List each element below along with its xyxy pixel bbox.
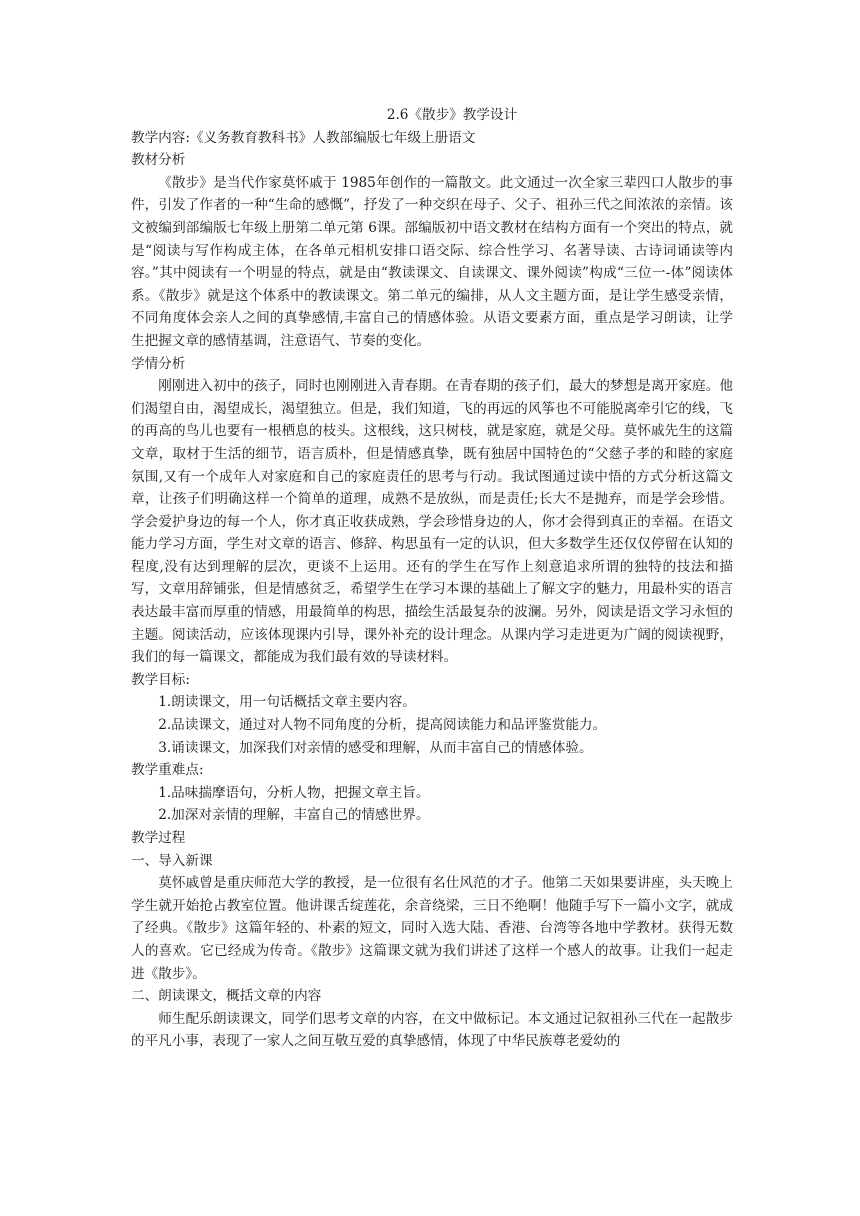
goal-item: 3.诵读课文，加深我们对亲情的感受和理解，从而丰富自己的情感体验。	[158, 739, 593, 756]
section-heading-teaching-goals: 教学目标:	[131, 671, 190, 688]
teaching-content-line: 教学内容:《义务教育教科书》人教部编版七年级上册语文	[131, 129, 476, 146]
step-heading-introduction: 一、导入新课	[131, 852, 213, 869]
section-heading-textbook-analysis: 教材分析	[131, 152, 186, 169]
goal-item: 1.朗读课文，用一句话概括文章主要内容。	[158, 694, 416, 711]
paragraph-learning-analysis: 刚刚进入初中的孩子，同时也刚刚进入青春期。在青春期的孩子们，最大的梦想是离开家庭。他们渴望自由，渴望成长，渴望独立。但是，我们知道，飞的再远的风筝也不可能脱离牵引它的线，飞的再高的鸟儿也要有一根栖息的枝头。这根线，这只树枝，就是家庭，就是父母。莫怀戚先生的这篇文章，取材于生活的细节，语言质朴，但是情感真挚，既有独居中国特色的“父慈子孝的和睦的家庭氛围,又有一个成年人对家庭和自己的家庭责任的思考与行动。我试图通过读中悟的方式分析这篇文章，让孩子们明确这样一个简单的道理，成熟不是放纵，而是责任;长大不是抛弃，而是学会珍惜。学会爱护身边的每一个人，你才真正收获成熟，学会珍惜身边的人，你才会得到真正的幸福。在语文能力学习方面，学生对文章的语言、修辞、构思虽有一定的认识，但大多数学生还仅仅停留在认知的程度,没有达到理解的层次，更谈不上运用。还有的学生在写作上刻意追求所谓的独特的技法和描写，文章用辞铺张，但是情感贫乏，希望学生在学习本课的基础上了解文字的魅力，用最朴实的语言表达最丰富而厚重的情感，用最简单的构思，描绘生活最复杂的波澜。另外，阅读是语文学习永恒的主题。阅读活动，应该体现课内引导，课外补充的设计理念。从课内学习走进更为广阔的阅读视野，我们的每一篇课文，都能成为我们最有效的导读材料。	[131, 378, 733, 666]
paragraph-reading: 师生配乐朗读课文，同学们思考文章的内容，在文中做标记。本文通过记叙祖孙三代在一起散步的平凡小事，表现了一家人之间互敬互爱的真挚感情，体现了中华民族尊老爱幼的	[131, 1010, 733, 1050]
step-heading-reading: 二、朗读课文，概括文章的内容	[131, 988, 322, 1005]
paragraph-introduction: 莫怀戚曾是重庆师范大学的教授，是一位很有名仕风范的才子。他第二天如果要讲座，头天晚上学生就开始抢占教室位置。他讲课舌绽莲花，余音绕梁，三日不绝啊！他随手写下一篇小文字，就成了经典。《散步》这篇年轻的、朴素的短文，同时入选大陆、香港、台湾等各地中学教材。获得无数人的喜欢。它已经成为传奇。《散步》这篇课文就为我们讲述了这样一个感人的故事。让我们一起走进《散步》。	[131, 875, 733, 982]
key-point-item: 1.品味揣摩语句，分析人物，把握文章主旨。	[158, 784, 430, 801]
paragraph-textbook-analysis: 《散步》是当代作家莫怀戚于 1985年创作的一篇散文。此文通过一次全家三辈四口人散步的事件，引发了作者的一种“生命的感慨”，抒发了一种交织在母子、父子、祖孙三代之间浓浓的亲情。该文被编到部编版七年级上册第二单元第 6课。部编版初中语文教材在结构方面有一个突出的特点，就是“阅读与写作构成主体，在各单元相机安排口语交际、综合性学习、名著导读、古诗词诵读等内容。”其中阅读有一个明显的特点，就是由“教读课文、自读课文、课外阅读”构成“三位一-体”阅读体系。《散步》就是这个体系中的教读课文。第二单元的编排，从人文主题方面，是让学生感受亲情，不同角度体会亲人之间的真挚感情,丰富自己的情感体验。从语文要素方面，重点是学习朗读，让学生把握文章的感情基调，注意语气、节奏的变化。	[131, 174, 733, 349]
document-page	[131, 104, 733, 1053]
section-heading-teaching-process: 教学过程	[131, 830, 186, 846]
key-point-item: 2.加深对亲情的理解，丰富自己的情感世界。	[158, 807, 430, 824]
section-heading-key-points: 教学重难点:	[131, 762, 204, 779]
goal-item: 2.品读课文，通过对人物不同角度的分析，提高阅读能力和品评鉴赏能力。	[158, 717, 607, 734]
section-heading-learning-analysis: 学情分析	[131, 355, 186, 372]
document-title: 2.6《散步》教学设计	[386, 107, 518, 123]
